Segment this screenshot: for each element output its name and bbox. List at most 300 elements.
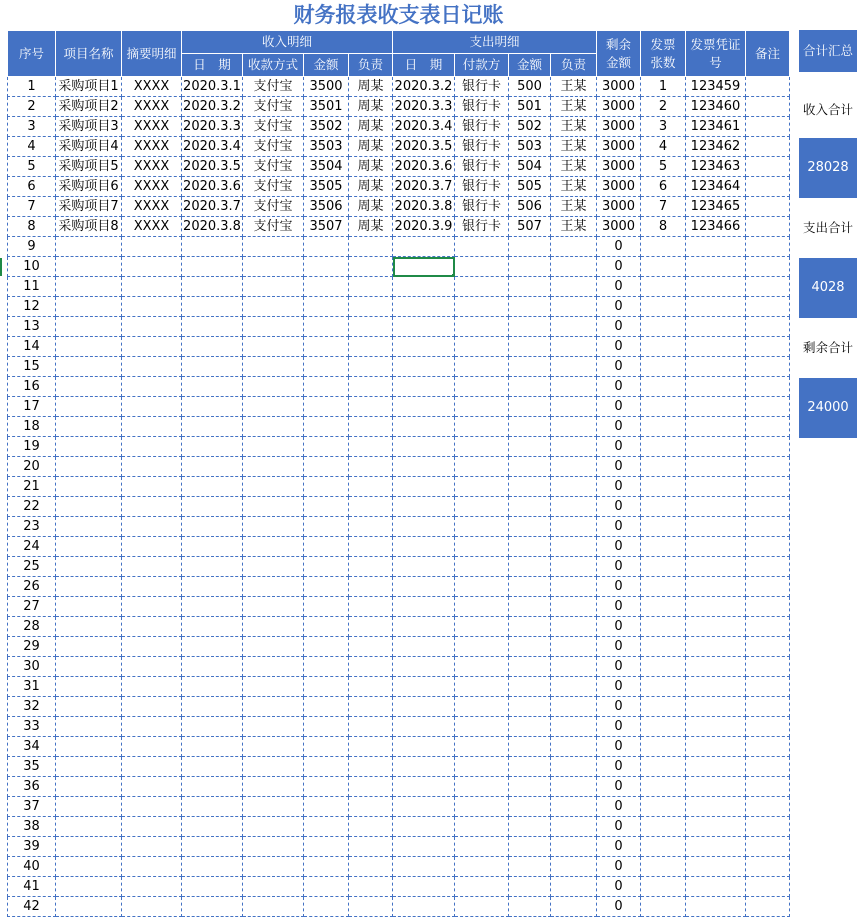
cell-invoice-count[interactable] — [641, 677, 686, 697]
cell-balance[interactable]: 0 — [597, 697, 641, 717]
cell-expense-date[interactable] — [393, 457, 455, 477]
cell-expense-payer[interactable] — [455, 537, 509, 557]
cell-income-amount[interactable]: 3503 — [304, 137, 349, 157]
cell-expense-date[interactable]: 2020.3.8 — [393, 197, 455, 217]
cell-income-method[interactable] — [243, 357, 304, 377]
cell-seq[interactable]: 13 — [8, 317, 56, 337]
cell-income-owner[interactable] — [349, 697, 393, 717]
cell-income-amount[interactable] — [304, 457, 349, 477]
cell-project[interactable] — [56, 497, 122, 517]
header-expense-date[interactable]: 日 期 — [393, 54, 455, 77]
cell-income-owner[interactable] — [349, 677, 393, 697]
cell-income-owner[interactable] — [349, 357, 393, 377]
cell-income-method[interactable]: 支付宝 — [243, 157, 304, 177]
cell-remark[interactable] — [746, 737, 790, 757]
cell-expense-payer[interactable] — [455, 457, 509, 477]
cell-invoice-count[interactable]: 4 — [641, 137, 686, 157]
cell-income-method[interactable] — [243, 397, 304, 417]
cell-invoice-count[interactable] — [641, 377, 686, 397]
cell-income-method[interactable] — [243, 877, 304, 897]
cell-seq[interactable]: 27 — [8, 597, 56, 617]
cell-expense-date[interactable] — [393, 517, 455, 537]
cell-invoice-count[interactable] — [641, 877, 686, 897]
cell-expense-date[interactable] — [393, 677, 455, 697]
cell-expense-date[interactable] — [393, 277, 455, 297]
cell-income-date[interactable]: 2020.3.2 — [182, 97, 243, 117]
cell-summary[interactable] — [122, 357, 182, 377]
cell-income-amount[interactable] — [304, 617, 349, 637]
cell-expense-amount[interactable] — [509, 757, 551, 777]
cell-income-amount[interactable] — [304, 597, 349, 617]
cell-seq[interactable]: 34 — [8, 737, 56, 757]
cell-project[interactable]: 采购项目8 — [56, 217, 122, 237]
cell-project[interactable] — [56, 537, 122, 557]
cell-balance[interactable]: 0 — [597, 897, 641, 917]
cell-voucher-no[interactable] — [686, 317, 746, 337]
cell-income-amount[interactable] — [304, 357, 349, 377]
cell-income-amount[interactable]: 3501 — [304, 97, 349, 117]
cell-income-date[interactable] — [182, 737, 243, 757]
cell-invoice-count[interactable] — [641, 277, 686, 297]
cell-expense-owner[interactable] — [551, 797, 597, 817]
cell-balance[interactable]: 0 — [597, 557, 641, 577]
cell-voucher-no[interactable] — [686, 257, 746, 277]
cell-voucher-no[interactable]: 123465 — [686, 197, 746, 217]
cell-project[interactable] — [56, 877, 122, 897]
cell-project[interactable] — [56, 317, 122, 337]
cell-income-method[interactable] — [243, 797, 304, 817]
cell-expense-owner[interactable] — [551, 737, 597, 757]
cell-income-date[interactable] — [182, 617, 243, 637]
cell-expense-amount[interactable] — [509, 897, 551, 917]
cell-project[interactable] — [56, 257, 122, 277]
cell-summary[interactable] — [122, 377, 182, 397]
cell-income-method[interactable] — [243, 737, 304, 757]
cell-remark[interactable] — [746, 257, 790, 277]
cell-remark[interactable] — [746, 637, 790, 657]
header-invoice-count[interactable]: 发票 张数 — [641, 31, 686, 77]
cell-seq[interactable]: 41 — [8, 877, 56, 897]
cell-seq[interactable]: 20 — [8, 457, 56, 477]
cell-income-method[interactable] — [243, 857, 304, 877]
cell-remark[interactable] — [746, 537, 790, 557]
cell-income-amount[interactable] — [304, 837, 349, 857]
cell-balance[interactable]: 0 — [597, 837, 641, 857]
cell-expense-owner[interactable] — [551, 297, 597, 317]
cell-project[interactable]: 采购项目7 — [56, 197, 122, 217]
cell-income-amount[interactable] — [304, 337, 349, 357]
cell-expense-owner[interactable] — [551, 497, 597, 517]
cell-project[interactable]: 采购项目2 — [56, 97, 122, 117]
cell-income-owner[interactable] — [349, 777, 393, 797]
cell-income-date[interactable] — [182, 897, 243, 917]
cell-expense-date[interactable] — [393, 877, 455, 897]
cell-seq[interactable]: 14 — [8, 337, 56, 357]
cell-balance[interactable]: 0 — [597, 477, 641, 497]
cell-balance[interactable]: 0 — [597, 537, 641, 557]
cell-expense-owner[interactable] — [551, 777, 597, 797]
cell-seq[interactable]: 17 — [8, 397, 56, 417]
cell-expense-date[interactable] — [393, 797, 455, 817]
cell-invoice-count[interactable] — [641, 397, 686, 417]
cell-summary[interactable] — [122, 677, 182, 697]
cell-expense-owner[interactable]: 王某 — [551, 77, 597, 97]
cell-expense-date[interactable] — [393, 237, 455, 257]
cell-expense-payer[interactable] — [455, 757, 509, 777]
cell-income-owner[interactable] — [349, 517, 393, 537]
cell-income-date[interactable] — [182, 797, 243, 817]
cell-income-amount[interactable] — [304, 677, 349, 697]
cell-expense-date[interactable] — [393, 477, 455, 497]
cell-seq[interactable]: 6 — [8, 177, 56, 197]
cell-income-owner[interactable] — [349, 877, 393, 897]
cell-expense-payer[interactable] — [455, 477, 509, 497]
cell-income-date[interactable] — [182, 537, 243, 557]
cell-remark[interactable] — [746, 897, 790, 917]
cell-seq[interactable]: 30 — [8, 657, 56, 677]
cell-expense-amount[interactable] — [509, 717, 551, 737]
cell-expense-owner[interactable] — [551, 857, 597, 877]
cell-remark[interactable] — [746, 797, 790, 817]
cell-expense-payer[interactable]: 银行卡 — [455, 197, 509, 217]
cell-summary[interactable] — [122, 717, 182, 737]
cell-voucher-no[interactable] — [686, 297, 746, 317]
cell-balance[interactable]: 0 — [597, 437, 641, 457]
cell-project[interactable] — [56, 717, 122, 737]
cell-invoice-count[interactable] — [641, 637, 686, 657]
cell-income-method[interactable] — [243, 817, 304, 837]
cell-project[interactable] — [56, 817, 122, 837]
cell-income-date[interactable] — [182, 677, 243, 697]
cell-expense-date[interactable] — [393, 617, 455, 637]
cell-income-date[interactable] — [182, 777, 243, 797]
cell-expense-amount[interactable] — [509, 417, 551, 437]
cell-summary[interactable]: XXXX — [122, 77, 182, 97]
cell-income-date[interactable] — [182, 637, 243, 657]
cell-project[interactable] — [56, 897, 122, 917]
cell-income-method[interactable] — [243, 757, 304, 777]
cell-income-amount[interactable]: 3507 — [304, 217, 349, 237]
cell-invoice-count[interactable] — [641, 697, 686, 717]
cell-expense-amount[interactable]: 507 — [509, 217, 551, 237]
cell-expense-owner[interactable] — [551, 437, 597, 457]
cell-expense-amount[interactable] — [509, 317, 551, 337]
cell-expense-payer[interactable] — [455, 897, 509, 917]
cell-income-method[interactable] — [243, 637, 304, 657]
cell-expense-amount[interactable] — [509, 297, 551, 317]
cell-income-date[interactable] — [182, 877, 243, 897]
cell-income-owner[interactable] — [349, 457, 393, 477]
cell-remark[interactable] — [746, 477, 790, 497]
cell-expense-owner[interactable] — [551, 637, 597, 657]
cell-seq[interactable]: 9 — [8, 237, 56, 257]
cell-expense-date[interactable] — [393, 817, 455, 837]
cell-invoice-count[interactable] — [641, 417, 686, 437]
header-summary[interactable]: 摘要明细 — [122, 31, 182, 77]
cell-seq[interactable]: 26 — [8, 577, 56, 597]
cell-remark[interactable] — [746, 417, 790, 437]
cell-income-date[interactable] — [182, 417, 243, 437]
cell-invoice-count[interactable]: 5 — [641, 157, 686, 177]
cell-remark[interactable] — [746, 157, 790, 177]
cell-summary[interactable] — [122, 417, 182, 437]
cell-invoice-count[interactable]: 2 — [641, 97, 686, 117]
cell-invoice-count[interactable] — [641, 297, 686, 317]
cell-expense-payer[interactable] — [455, 817, 509, 837]
cell-income-method[interactable] — [243, 437, 304, 457]
cell-voucher-no[interactable] — [686, 757, 746, 777]
cell-seq[interactable]: 7 — [8, 197, 56, 217]
cell-voucher-no[interactable]: 123462 — [686, 137, 746, 157]
cell-income-owner[interactable]: 周某 — [349, 117, 393, 137]
cell-income-owner[interactable]: 周某 — [349, 137, 393, 157]
cell-income-method[interactable] — [243, 257, 304, 277]
cell-income-owner[interactable] — [349, 857, 393, 877]
cell-invoice-count[interactable] — [641, 517, 686, 537]
cell-voucher-no[interactable] — [686, 677, 746, 697]
cell-expense-owner[interactable] — [551, 517, 597, 537]
cell-expense-payer[interactable] — [455, 277, 509, 297]
cell-expense-date[interactable] — [393, 257, 455, 277]
cell-expense-amount[interactable] — [509, 457, 551, 477]
cell-summary[interactable]: XXXX — [122, 177, 182, 197]
cell-seq[interactable]: 39 — [8, 837, 56, 857]
cell-expense-amount[interactable]: 502 — [509, 117, 551, 137]
header-expense-owner[interactable]: 负责 — [551, 54, 597, 77]
cell-income-amount[interactable] — [304, 697, 349, 717]
cell-summary[interactable] — [122, 277, 182, 297]
cell-expense-amount[interactable] — [509, 477, 551, 497]
cell-income-method[interactable]: 支付宝 — [243, 197, 304, 217]
header-income-date[interactable]: 日 期 — [182, 54, 243, 77]
cell-income-method[interactable] — [243, 777, 304, 797]
cell-invoice-count[interactable] — [641, 777, 686, 797]
cell-project[interactable] — [56, 597, 122, 617]
cell-project[interactable] — [56, 477, 122, 497]
cell-expense-amount[interactable] — [509, 617, 551, 637]
cell-income-method[interactable] — [243, 837, 304, 857]
cell-income-method[interactable] — [243, 717, 304, 737]
cell-expense-amount[interactable] — [509, 557, 551, 577]
cell-expense-date[interactable]: 2020.3.6 — [393, 157, 455, 177]
cell-expense-amount[interactable] — [509, 397, 551, 417]
cell-income-method[interactable] — [243, 897, 304, 917]
cell-remark[interactable] — [746, 77, 790, 97]
cell-income-date[interactable] — [182, 377, 243, 397]
cell-income-date[interactable] — [182, 277, 243, 297]
cell-expense-date[interactable] — [393, 557, 455, 577]
cell-income-amount[interactable] — [304, 317, 349, 337]
cell-income-owner[interactable]: 周某 — [349, 197, 393, 217]
cell-invoice-count[interactable] — [641, 317, 686, 337]
cell-project[interactable] — [56, 277, 122, 297]
cell-project[interactable] — [56, 377, 122, 397]
cell-project[interactable] — [56, 457, 122, 477]
cell-income-owner[interactable] — [349, 537, 393, 557]
cell-balance[interactable]: 0 — [597, 257, 641, 277]
cell-expense-owner[interactable] — [551, 237, 597, 257]
cell-remark[interactable] — [746, 597, 790, 617]
cell-project[interactable] — [56, 557, 122, 577]
cell-expense-payer[interactable] — [455, 617, 509, 637]
cell-remark[interactable] — [746, 237, 790, 257]
cell-project[interactable] — [56, 297, 122, 317]
cell-expense-owner[interactable]: 王某 — [551, 117, 597, 137]
cell-expense-payer[interactable]: 银行卡 — [455, 157, 509, 177]
cell-expense-date[interactable] — [393, 597, 455, 617]
cell-income-amount[interactable] — [304, 877, 349, 897]
cell-expense-amount[interactable] — [509, 697, 551, 717]
cell-income-date[interactable] — [182, 477, 243, 497]
cell-income-amount[interactable]: 3504 — [304, 157, 349, 177]
cell-expense-payer[interactable] — [455, 297, 509, 317]
cell-seq[interactable]: 3 — [8, 117, 56, 137]
cell-balance[interactable]: 0 — [597, 497, 641, 517]
cell-balance[interactable]: 3000 — [597, 177, 641, 197]
cell-expense-date[interactable] — [393, 697, 455, 717]
cell-invoice-count[interactable] — [641, 717, 686, 737]
cell-income-date[interactable] — [182, 337, 243, 357]
cell-invoice-count[interactable] — [641, 817, 686, 837]
cell-seq[interactable]: 24 — [8, 537, 56, 557]
cell-income-method[interactable] — [243, 537, 304, 557]
cell-voucher-no[interactable] — [686, 617, 746, 637]
cell-expense-payer[interactable] — [455, 417, 509, 437]
cell-income-owner[interactable] — [349, 897, 393, 917]
cell-expense-payer[interactable]: 银行卡 — [455, 117, 509, 137]
cell-seq[interactable]: 38 — [8, 817, 56, 837]
cell-summary[interactable]: XXXX — [122, 157, 182, 177]
cell-income-amount[interactable] — [304, 237, 349, 257]
cell-income-date[interactable] — [182, 577, 243, 597]
income-total-value[interactable]: 28028 — [799, 138, 857, 198]
cell-project[interactable]: 采购项目3 — [56, 117, 122, 137]
cell-income-owner[interactable] — [349, 417, 393, 437]
cell-income-date[interactable] — [182, 517, 243, 537]
cell-income-amount[interactable] — [304, 757, 349, 777]
cell-expense-amount[interactable] — [509, 257, 551, 277]
balance-total-label[interactable]: 剩余合计 — [799, 318, 857, 378]
cell-income-method[interactable] — [243, 497, 304, 517]
cell-expense-owner[interactable] — [551, 697, 597, 717]
cell-summary[interactable] — [122, 557, 182, 577]
header-expense-payer[interactable]: 付款方 — [455, 54, 509, 77]
cell-balance[interactable]: 0 — [597, 777, 641, 797]
cell-income-date[interactable] — [182, 397, 243, 417]
cell-summary[interactable] — [122, 537, 182, 557]
cell-income-amount[interactable] — [304, 477, 349, 497]
cell-expense-owner[interactable] — [551, 877, 597, 897]
cell-summary[interactable] — [122, 837, 182, 857]
cell-invoice-count[interactable] — [641, 557, 686, 577]
cell-summary[interactable]: XXXX — [122, 137, 182, 157]
cell-voucher-no[interactable]: 123459 — [686, 77, 746, 97]
cell-expense-owner[interactable] — [551, 717, 597, 737]
cell-expense-amount[interactable] — [509, 437, 551, 457]
cell-income-owner[interactable]: 周某 — [349, 217, 393, 237]
cell-balance[interactable]: 0 — [597, 637, 641, 657]
cell-invoice-count[interactable]: 7 — [641, 197, 686, 217]
cell-voucher-no[interactable]: 123461 — [686, 117, 746, 137]
expense-total-value[interactable]: 4028 — [799, 258, 857, 318]
cell-seq[interactable]: 22 — [8, 497, 56, 517]
cell-expense-owner[interactable]: 王某 — [551, 177, 597, 197]
cell-remark[interactable] — [746, 437, 790, 457]
cell-project[interactable] — [56, 677, 122, 697]
cell-income-owner[interactable] — [349, 597, 393, 617]
header-income-group[interactable]: 收入明细 — [182, 31, 393, 54]
cell-income-date[interactable] — [182, 317, 243, 337]
cell-expense-payer[interactable] — [455, 557, 509, 577]
cell-seq[interactable]: 29 — [8, 637, 56, 657]
cell-summary[interactable] — [122, 737, 182, 757]
cell-summary[interactable] — [122, 817, 182, 837]
cell-expense-payer[interactable] — [455, 377, 509, 397]
header-income-method[interactable]: 收款方式 — [243, 54, 304, 77]
cell-invoice-count[interactable] — [641, 837, 686, 857]
cell-project[interactable] — [56, 737, 122, 757]
cell-summary[interactable]: XXXX — [122, 117, 182, 137]
cell-project[interactable] — [56, 397, 122, 417]
cell-expense-owner[interactable] — [551, 357, 597, 377]
cell-invoice-count[interactable] — [641, 437, 686, 457]
cell-seq[interactable]: 31 — [8, 677, 56, 697]
cell-expense-amount[interactable] — [509, 797, 551, 817]
cell-income-amount[interactable]: 3506 — [304, 197, 349, 217]
cell-income-date[interactable] — [182, 457, 243, 477]
cell-seq[interactable]: 21 — [8, 477, 56, 497]
cell-voucher-no[interactable]: 123463 — [686, 157, 746, 177]
cell-balance[interactable]: 0 — [597, 297, 641, 317]
cell-seq[interactable]: 4 — [8, 137, 56, 157]
cell-summary[interactable] — [122, 857, 182, 877]
cell-voucher-no[interactable]: 123466 — [686, 217, 746, 237]
cell-expense-date[interactable] — [393, 297, 455, 317]
cell-balance[interactable]: 3000 — [597, 157, 641, 177]
cell-summary[interactable] — [122, 457, 182, 477]
cell-project[interactable] — [56, 337, 122, 357]
cell-remark[interactable] — [746, 877, 790, 897]
cell-summary[interactable]: XXXX — [122, 97, 182, 117]
cell-remark[interactable] — [746, 397, 790, 417]
cell-balance[interactable]: 3000 — [597, 137, 641, 157]
cell-expense-payer[interactable]: 银行卡 — [455, 77, 509, 97]
cell-remark[interactable] — [746, 117, 790, 137]
cell-income-method[interactable]: 支付宝 — [243, 177, 304, 197]
cell-project[interactable] — [56, 697, 122, 717]
cell-expense-payer[interactable] — [455, 637, 509, 657]
cell-expense-payer[interactable] — [455, 777, 509, 797]
cell-expense-amount[interactable] — [509, 657, 551, 677]
cell-income-owner[interactable] — [349, 737, 393, 757]
cell-income-method[interactable] — [243, 277, 304, 297]
cell-income-owner[interactable]: 周某 — [349, 177, 393, 197]
cell-remark[interactable] — [746, 317, 790, 337]
cell-expense-amount[interactable]: 500 — [509, 77, 551, 97]
cell-remark[interactable] — [746, 337, 790, 357]
cell-income-method[interactable] — [243, 597, 304, 617]
cell-expense-date[interactable] — [393, 317, 455, 337]
cell-invoice-count[interactable] — [641, 497, 686, 517]
cell-expense-amount[interactable] — [509, 337, 551, 357]
cell-balance[interactable]: 0 — [597, 617, 641, 637]
cell-balance[interactable]: 3000 — [597, 77, 641, 97]
cell-income-method[interactable]: 支付宝 — [243, 77, 304, 97]
cell-income-amount[interactable] — [304, 737, 349, 757]
cell-income-owner[interactable] — [349, 337, 393, 357]
cell-summary[interactable] — [122, 397, 182, 417]
cell-seq[interactable]: 16 — [8, 377, 56, 397]
